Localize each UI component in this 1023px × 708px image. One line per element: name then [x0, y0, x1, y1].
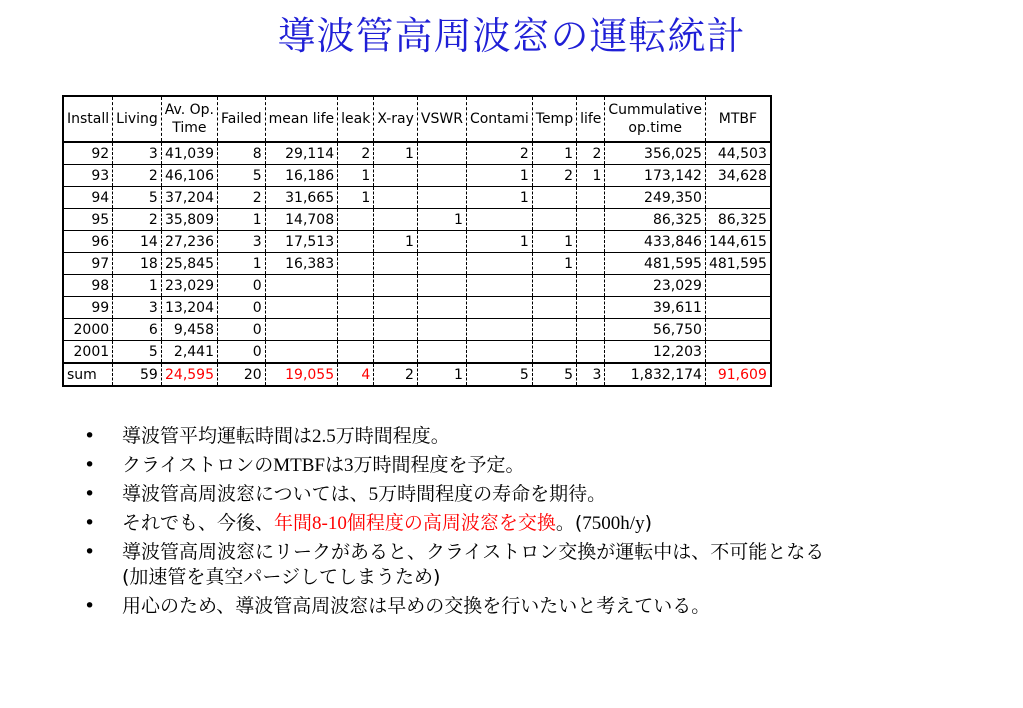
table-cell: [532, 297, 576, 319]
table-cell: 13,204: [161, 297, 217, 319]
table-cell: 0: [218, 297, 266, 319]
page-title: 導波管高周波窓の運転統計: [277, 14, 746, 58]
table-cell: [338, 253, 374, 275]
table-cell: 3: [113, 297, 162, 319]
table-cell: [532, 187, 576, 209]
sum-cell: 24,595: [161, 363, 217, 386]
table-cell: 2001: [63, 341, 113, 364]
note-number: 5: [368, 484, 379, 505]
table-cell: [417, 231, 466, 253]
table-cell: [374, 319, 418, 341]
note-text: は: [325, 454, 345, 476]
table-cell: [417, 165, 466, 187]
table-row: [63, 275, 771, 297]
table-cell: 1: [417, 209, 466, 231]
table-cell: [466, 341, 532, 364]
table-cell: 173,142: [605, 165, 706, 187]
table-cell: 46,106: [161, 165, 217, 187]
bullet-icon: •: [84, 425, 96, 447]
note-item: [84, 540, 984, 590]
column-header: X-ray: [374, 96, 418, 142]
table-row: [63, 297, 771, 319]
sum-cell: 5: [466, 363, 532, 386]
column-header: VSWR: [417, 96, 466, 142]
note-text: 万時間程度の寿命を期待。: [378, 483, 607, 505]
table-cell: 17,513: [265, 231, 337, 253]
table-cell: 1: [374, 142, 418, 165]
table-cell: 2: [113, 165, 162, 187]
table-cell: 0: [218, 341, 266, 364]
table-cell: 1: [338, 187, 374, 209]
table-cell: 92: [63, 142, 113, 165]
table-cell: 5: [113, 341, 162, 364]
table-cell: [374, 209, 418, 231]
note-text: 万時間程度を予定。: [353, 454, 525, 476]
table-cell: [705, 297, 770, 319]
table-cell: 2: [338, 142, 374, 165]
table-cell: 2: [218, 187, 266, 209]
table-cell: 481,595: [605, 253, 706, 275]
table-row: [63, 165, 771, 187]
table-row: [63, 231, 771, 253]
table-cell: 39,611: [605, 297, 706, 319]
table-cell: [466, 297, 532, 319]
note-highlight-number: 8-10: [312, 513, 347, 534]
note-text: それでも、今後、: [122, 512, 275, 534]
note-number: 2.5: [312, 426, 336, 447]
sum-row: [63, 363, 771, 386]
table-cell: [374, 341, 418, 364]
table-cell: [338, 297, 374, 319]
table-cell: 37,204: [161, 187, 217, 209]
column-header: MTBF: [705, 96, 770, 142]
note-number: 3: [344, 455, 354, 476]
table-cell: [265, 275, 337, 297]
table-cell: 9,458: [161, 319, 217, 341]
table-cell: 25,845: [161, 253, 217, 275]
table-cell: 14,708: [265, 209, 337, 231]
table-cell: 18: [113, 253, 162, 275]
sum-cell: 4: [338, 363, 374, 386]
table-cell: [577, 275, 605, 297]
table-cell: 56,750: [605, 319, 706, 341]
table-cell: 481,595: [705, 253, 770, 275]
table-cell: 1: [532, 253, 576, 275]
table-cell: 29,114: [265, 142, 337, 165]
sum-cell: 91,609: [705, 363, 770, 386]
table-cell: 1: [466, 165, 532, 187]
note-text: 導波管高周波窓にリークがあると、クライストロン交換が運転中は、不可能となる: [122, 541, 825, 563]
table-cell: [577, 253, 605, 275]
table-cell: 433,846: [605, 231, 706, 253]
table-cell: 249,350: [605, 187, 706, 209]
table-cell: 1: [218, 209, 266, 231]
sum-cell: 2: [374, 363, 418, 386]
table-cell: 86,325: [705, 209, 770, 231]
table-cell: 97: [63, 253, 113, 275]
sum-cell: 1,832,174: [605, 363, 706, 386]
column-header: Cummulative op.time: [605, 96, 706, 142]
table-cell: [577, 187, 605, 209]
table-cell: [265, 341, 337, 364]
table-cell: [705, 319, 770, 341]
table-cell: 3: [218, 231, 266, 253]
note-highlight: 個程度の高周波窓を交換: [346, 512, 556, 534]
table-cell: [577, 297, 605, 319]
table-cell: 23,029: [605, 275, 706, 297]
table-cell: [466, 253, 532, 275]
table-cell: 31,665: [265, 187, 337, 209]
table-cell: [705, 187, 770, 209]
table-row: [63, 319, 771, 341]
table-cell: [338, 231, 374, 253]
table-cell: 1: [218, 253, 266, 275]
statistics-table: [62, 95, 772, 387]
note-item: [84, 453, 984, 478]
note-item: [84, 482, 984, 507]
table-cell: 99: [63, 297, 113, 319]
bullet-icon: •: [84, 541, 96, 563]
bullet-icon: •: [84, 483, 96, 505]
table-header: [63, 96, 771, 142]
sum-cell: sum: [63, 363, 113, 386]
note-item: [84, 424, 984, 449]
column-header: Temp: [532, 96, 576, 142]
table-cell: 144,615: [705, 231, 770, 253]
note-text: 導波管平均運転時間は: [122, 425, 313, 447]
table-cell: 5: [113, 187, 162, 209]
table-cell: 1: [374, 231, 418, 253]
table-cell: [466, 209, 532, 231]
table-cell: 27,236: [161, 231, 217, 253]
column-header: Av. Op. Time: [161, 96, 217, 142]
table-cell: 2: [466, 142, 532, 165]
table-cell: [338, 319, 374, 341]
table-cell: [265, 297, 337, 319]
table-cell: [417, 297, 466, 319]
table-cell: 8: [218, 142, 266, 165]
table-cell: 96: [63, 231, 113, 253]
bullet-icon: •: [84, 595, 96, 617]
table-cell: [532, 341, 576, 364]
header-row: [63, 96, 771, 142]
table-cell: 1: [532, 231, 576, 253]
column-header: leak: [338, 96, 374, 142]
table-cell: 1: [466, 231, 532, 253]
table-cell: [577, 341, 605, 364]
table-cell: 12,203: [605, 341, 706, 364]
table-cell: 5: [218, 165, 266, 187]
table-cell: [374, 165, 418, 187]
table-cell: 98: [63, 275, 113, 297]
table-cell: 93: [63, 165, 113, 187]
table-cell: [417, 275, 466, 297]
table-cell: [577, 319, 605, 341]
note-rate: 7500h/y: [582, 513, 645, 534]
table-cell: 34,628: [705, 165, 770, 187]
table-cell: 1: [338, 165, 374, 187]
table-row: [63, 187, 771, 209]
table-row: [63, 341, 771, 364]
note-text: 。(: [555, 512, 583, 534]
table-cell: [417, 341, 466, 364]
table-cell: [577, 209, 605, 231]
table-row: [63, 142, 771, 165]
table-cell: 95: [63, 209, 113, 231]
sum-cell: 20: [218, 363, 266, 386]
note-highlight: 年間: [274, 512, 313, 534]
column-header: Living: [113, 96, 162, 142]
table-cell: [417, 142, 466, 165]
bullet-icon: •: [84, 512, 96, 534]
column-header: mean life: [265, 96, 337, 142]
table-cell: [265, 319, 337, 341]
table-cell: 2: [532, 165, 576, 187]
sum-cell: 59: [113, 363, 162, 386]
note-text: 導波管高周波窓については、: [122, 483, 369, 505]
table-cell: [374, 297, 418, 319]
table-cell: 23,029: [161, 275, 217, 297]
table-cell: 2: [577, 142, 605, 165]
sum-cell: 3: [577, 363, 605, 386]
table-cell: 3: [113, 142, 162, 165]
column-header: Install: [63, 96, 113, 142]
bullet-icon: •: [84, 454, 96, 476]
sum-cell: 5: [532, 363, 576, 386]
note-item: [84, 594, 984, 619]
table-cell: [577, 231, 605, 253]
table-cell: [374, 253, 418, 275]
table-cell: 16,383: [265, 253, 337, 275]
table-cell: [338, 209, 374, 231]
table-cell: [417, 253, 466, 275]
table-cell: 1: [532, 142, 576, 165]
table-cell: [466, 275, 532, 297]
table-cell: [705, 275, 770, 297]
table-cell: [374, 275, 418, 297]
note-text: ): [644, 512, 652, 534]
table-cell: [532, 209, 576, 231]
table-cell: 1: [113, 275, 162, 297]
table-cell: 2000: [63, 319, 113, 341]
table-cell: 94: [63, 187, 113, 209]
table-cell: 35,809: [161, 209, 217, 231]
column-header: life: [577, 96, 605, 142]
table-cell: 86,325: [605, 209, 706, 231]
column-header: Contami: [466, 96, 532, 142]
note-term: MTBF: [273, 455, 325, 476]
note-text: 用心のため、導波管高周波窓は早めの交換を行いたいと考えている。: [122, 595, 711, 617]
table-cell: [532, 319, 576, 341]
table-cell: 2: [113, 209, 162, 231]
table-cell: 41,039: [161, 142, 217, 165]
sum-cell: 19,055: [265, 363, 337, 386]
note-text: クライストロンの: [122, 454, 274, 476]
table-cell: 6: [113, 319, 162, 341]
column-header: Failed: [218, 96, 266, 142]
table-cell: 0: [218, 319, 266, 341]
table-row: [63, 253, 771, 275]
table-body: [63, 142, 771, 386]
table-cell: 16,186: [265, 165, 337, 187]
table-cell: 2,441: [161, 341, 217, 364]
table-cell: [374, 187, 418, 209]
note-text: 万時間程度。: [335, 425, 450, 447]
table-cell: [338, 341, 374, 364]
table-cell: [417, 319, 466, 341]
table-cell: [338, 275, 374, 297]
table-cell: 356,025: [605, 142, 706, 165]
table-cell: 44,503: [705, 142, 770, 165]
table-cell: [705, 341, 770, 364]
sum-cell: 1: [417, 363, 466, 386]
table-cell: 14: [113, 231, 162, 253]
note-item: [84, 511, 984, 536]
table-cell: [417, 187, 466, 209]
table-row: [63, 209, 771, 231]
notes-list: [84, 424, 984, 623]
table-cell: [466, 319, 532, 341]
table-cell: 1: [466, 187, 532, 209]
table-cell: [532, 275, 576, 297]
note-text: (加速管を真空パージしてしまうため): [122, 566, 441, 588]
table-cell: 0: [218, 275, 266, 297]
table-cell: 1: [577, 165, 605, 187]
